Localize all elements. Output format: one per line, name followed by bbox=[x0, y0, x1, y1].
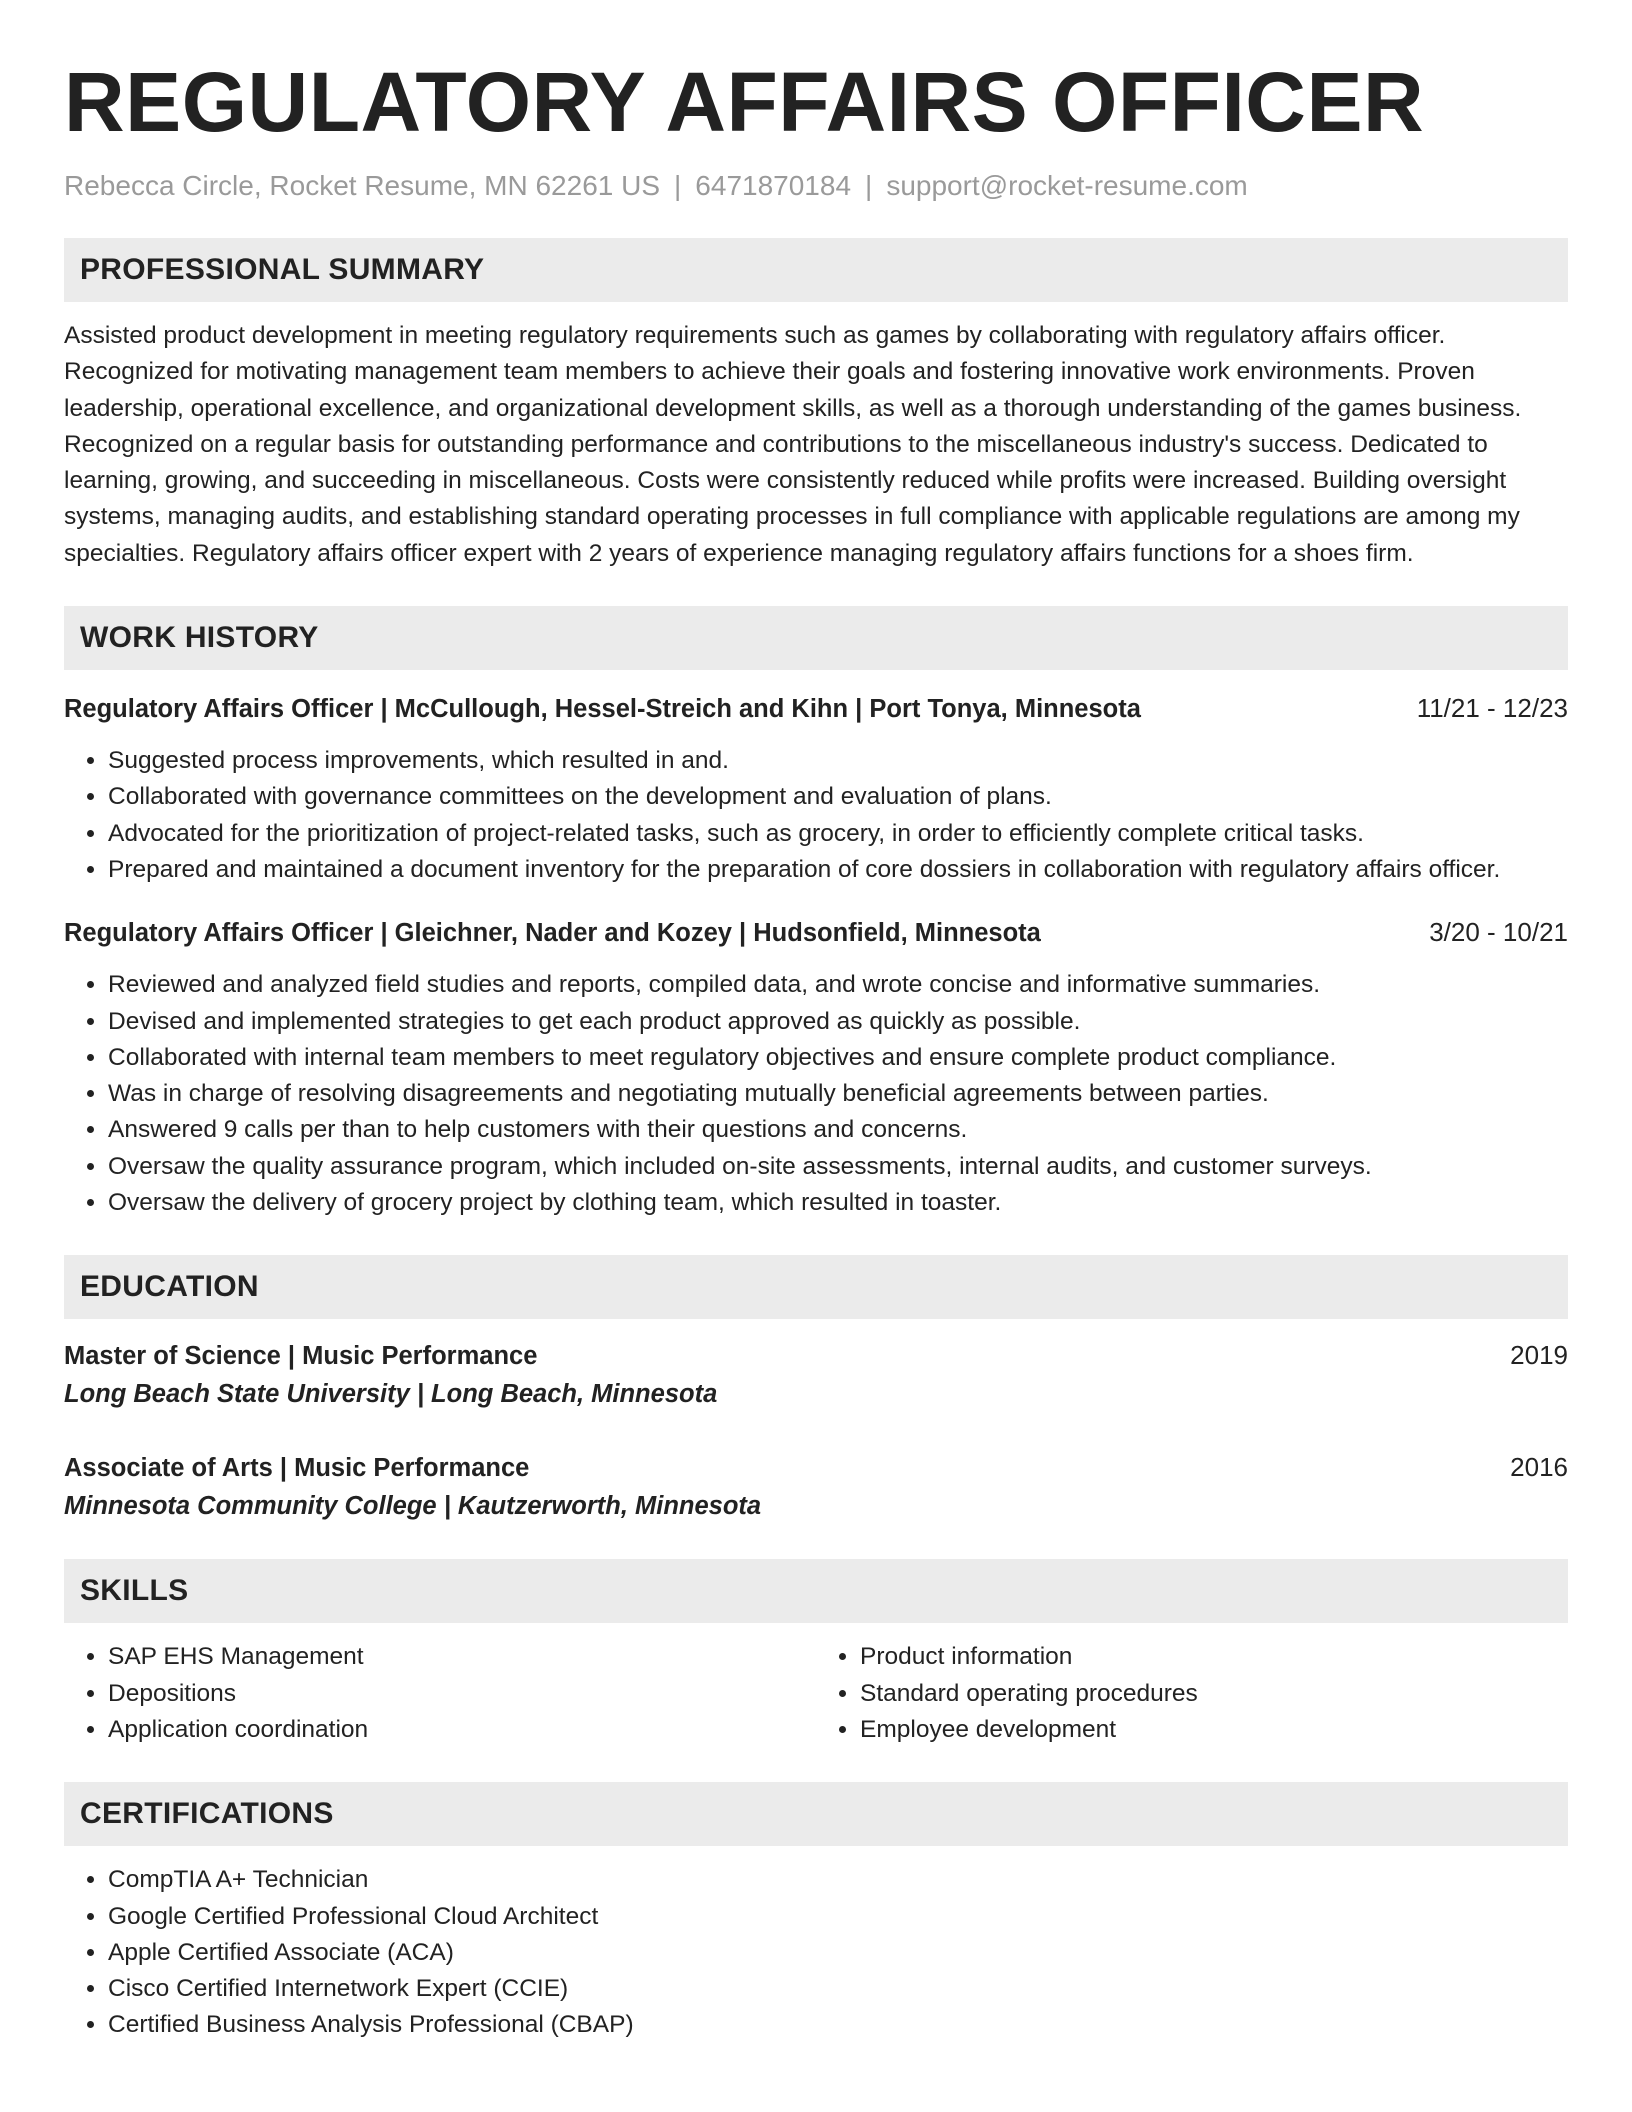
contact-separator: | bbox=[674, 170, 682, 201]
education-header bbox=[64, 1449, 1568, 1487]
contact-separator: | bbox=[865, 170, 873, 201]
education-year: 2016 bbox=[1510, 1452, 1568, 1483]
job-title: Regulatory Affairs Officer | McCullough, Hessel-Streich and Kihn | Port Tonya, Minnesota bbox=[64, 695, 1141, 724]
skills-column-left bbox=[64, 1639, 816, 1748]
resume-title: REGULATORY AFFAIRS OFFICER bbox=[64, 55, 1425, 149]
contact-email: support@rocket-resume.com bbox=[886, 170, 1248, 201]
summary-text: Assisted product development in meeting regulatory requirements such as games by collaborating with regulatory affairs officer. Recognized for motivating management team members to achieve their goals and fostering innovative work environments. Proven leadership, operational excellence, and organizational development skills, as well as a thorough understanding of the games business. Recognized on a regular basis for outstanding performance and contributions to the miscellaneous industry's success. Dedicated to learning, growing, and succeeding in miscellaneous. Costs were consistently reduced while profits were increased. Building oversight systems, managing audits, and establishing standard operating processes in full compliance with applicable regulations are among my specialties. Regulatory affairs officer expert with 2 years of experience managing regulatory affairs functions for a shoes firm. bbox=[64, 322, 1522, 567]
education-school: Long Beach State University | Long Beach, Minnesota bbox=[64, 1380, 718, 1409]
certification-item: • Google Certified Professional Cloud Architect bbox=[108, 1899, 1568, 1935]
summary-heading: PROFESSIONAL SUMMARY bbox=[64, 238, 1568, 302]
skill-item: • Product information bbox=[860, 1639, 1568, 1675]
skills-list bbox=[64, 1639, 1568, 1748]
job-bullet: • Oversaw the delivery of grocery project by clothing team, which resulted in toaster. bbox=[108, 1185, 1568, 1221]
job-entry bbox=[64, 690, 1568, 888]
certification-item: • Apple Certified Associate (ACA) bbox=[108, 1935, 1568, 1971]
certifications-heading: CERTIFICATIONS bbox=[64, 1782, 1568, 1846]
job-header bbox=[64, 914, 1568, 951]
work-history-heading: WORK HISTORY bbox=[64, 606, 1568, 670]
job-header bbox=[64, 690, 1568, 727]
job-bullet: • Suggested process improvements, which resulted in and. bbox=[108, 743, 1568, 779]
contact-address: Rebecca Circle, Rocket Resume, MN 62261 US bbox=[64, 170, 661, 201]
education-degree: Master of Science | Music Performance bbox=[64, 1342, 538, 1371]
job-bullet: • Answered 9 calls per than to help customers with their questions and concerns. bbox=[108, 1112, 1568, 1148]
job-bullet: • Reviewed and analyzed field studies and reports, compiled data, and wrote concise and informative summaries. bbox=[108, 967, 1568, 1003]
education-degree: Associate of Arts | Music Performance bbox=[64, 1454, 530, 1483]
skill-item: • Depositions bbox=[108, 1676, 816, 1712]
job-bullet: • Oversaw the quality assurance program, which included on-site assessments, internal audits, and customer surveys. bbox=[108, 1149, 1568, 1185]
job-bullets bbox=[64, 967, 1568, 1221]
job-bullets bbox=[64, 743, 1568, 888]
job-bullet: • Collaborated with internal team members to meet regulatory objectives and ensure complete product compliance. bbox=[108, 1040, 1568, 1076]
certifications-list bbox=[64, 1862, 1568, 2043]
education-year: 2019 bbox=[1510, 1340, 1568, 1371]
skills-heading: SKILLS bbox=[64, 1559, 1568, 1623]
skill-item: • Standard operating procedures bbox=[860, 1676, 1568, 1712]
contact-line bbox=[64, 168, 1568, 204]
job-bullet: • Was in charge of resolving disagreements and negotiating mutually beneficial agreements between parties. bbox=[108, 1076, 1568, 1112]
job-dates: 11/21 - 12/23 bbox=[1416, 693, 1568, 724]
skill-item: • Employee development bbox=[860, 1712, 1568, 1748]
job-bullet: • Advocated for the prioritization of project-related tasks, such as grocery, in order to efficiently complete critical tasks. bbox=[108, 816, 1568, 852]
job-bullet: • Prepared and maintained a document inventory for the preparation of core dossiers in collaboration with regulatory affairs officer. bbox=[108, 852, 1568, 888]
certification-item: • CompTIA A+ Technician bbox=[108, 1862, 1568, 1898]
job-entry bbox=[64, 914, 1568, 1221]
education-school: Minnesota Community College | Kautzerworth, Minnesota bbox=[64, 1492, 762, 1521]
education-heading: EDUCATION bbox=[64, 1255, 1568, 1319]
education-entry bbox=[64, 1337, 1568, 1413]
certification-item: • Cisco Certified Internetwork Expert (CCIE) bbox=[108, 1971, 1568, 2007]
education-header bbox=[64, 1337, 1568, 1375]
education-entry bbox=[64, 1449, 1568, 1525]
job-dates: 3/20 - 10/21 bbox=[1429, 917, 1568, 948]
skill-item: • Application coordination bbox=[108, 1712, 816, 1748]
contact-phone: 6471870184 bbox=[695, 170, 852, 201]
skill-item: • SAP EHS Management bbox=[108, 1639, 816, 1675]
certification-item: • Certified Business Analysis Professional (CBAP) bbox=[108, 2007, 1568, 2043]
job-bullet: • Collaborated with governance committees on the development and evaluation of plans. bbox=[108, 779, 1568, 815]
job-bullet: • Devised and implemented strategies to get each product approved as quickly as possible. bbox=[108, 1004, 1568, 1040]
skills-column-right bbox=[816, 1639, 1568, 1748]
job-title: Regulatory Affairs Officer | Gleichner, Nader and Kozey | Hudsonfield, Minnesota bbox=[64, 919, 1041, 948]
